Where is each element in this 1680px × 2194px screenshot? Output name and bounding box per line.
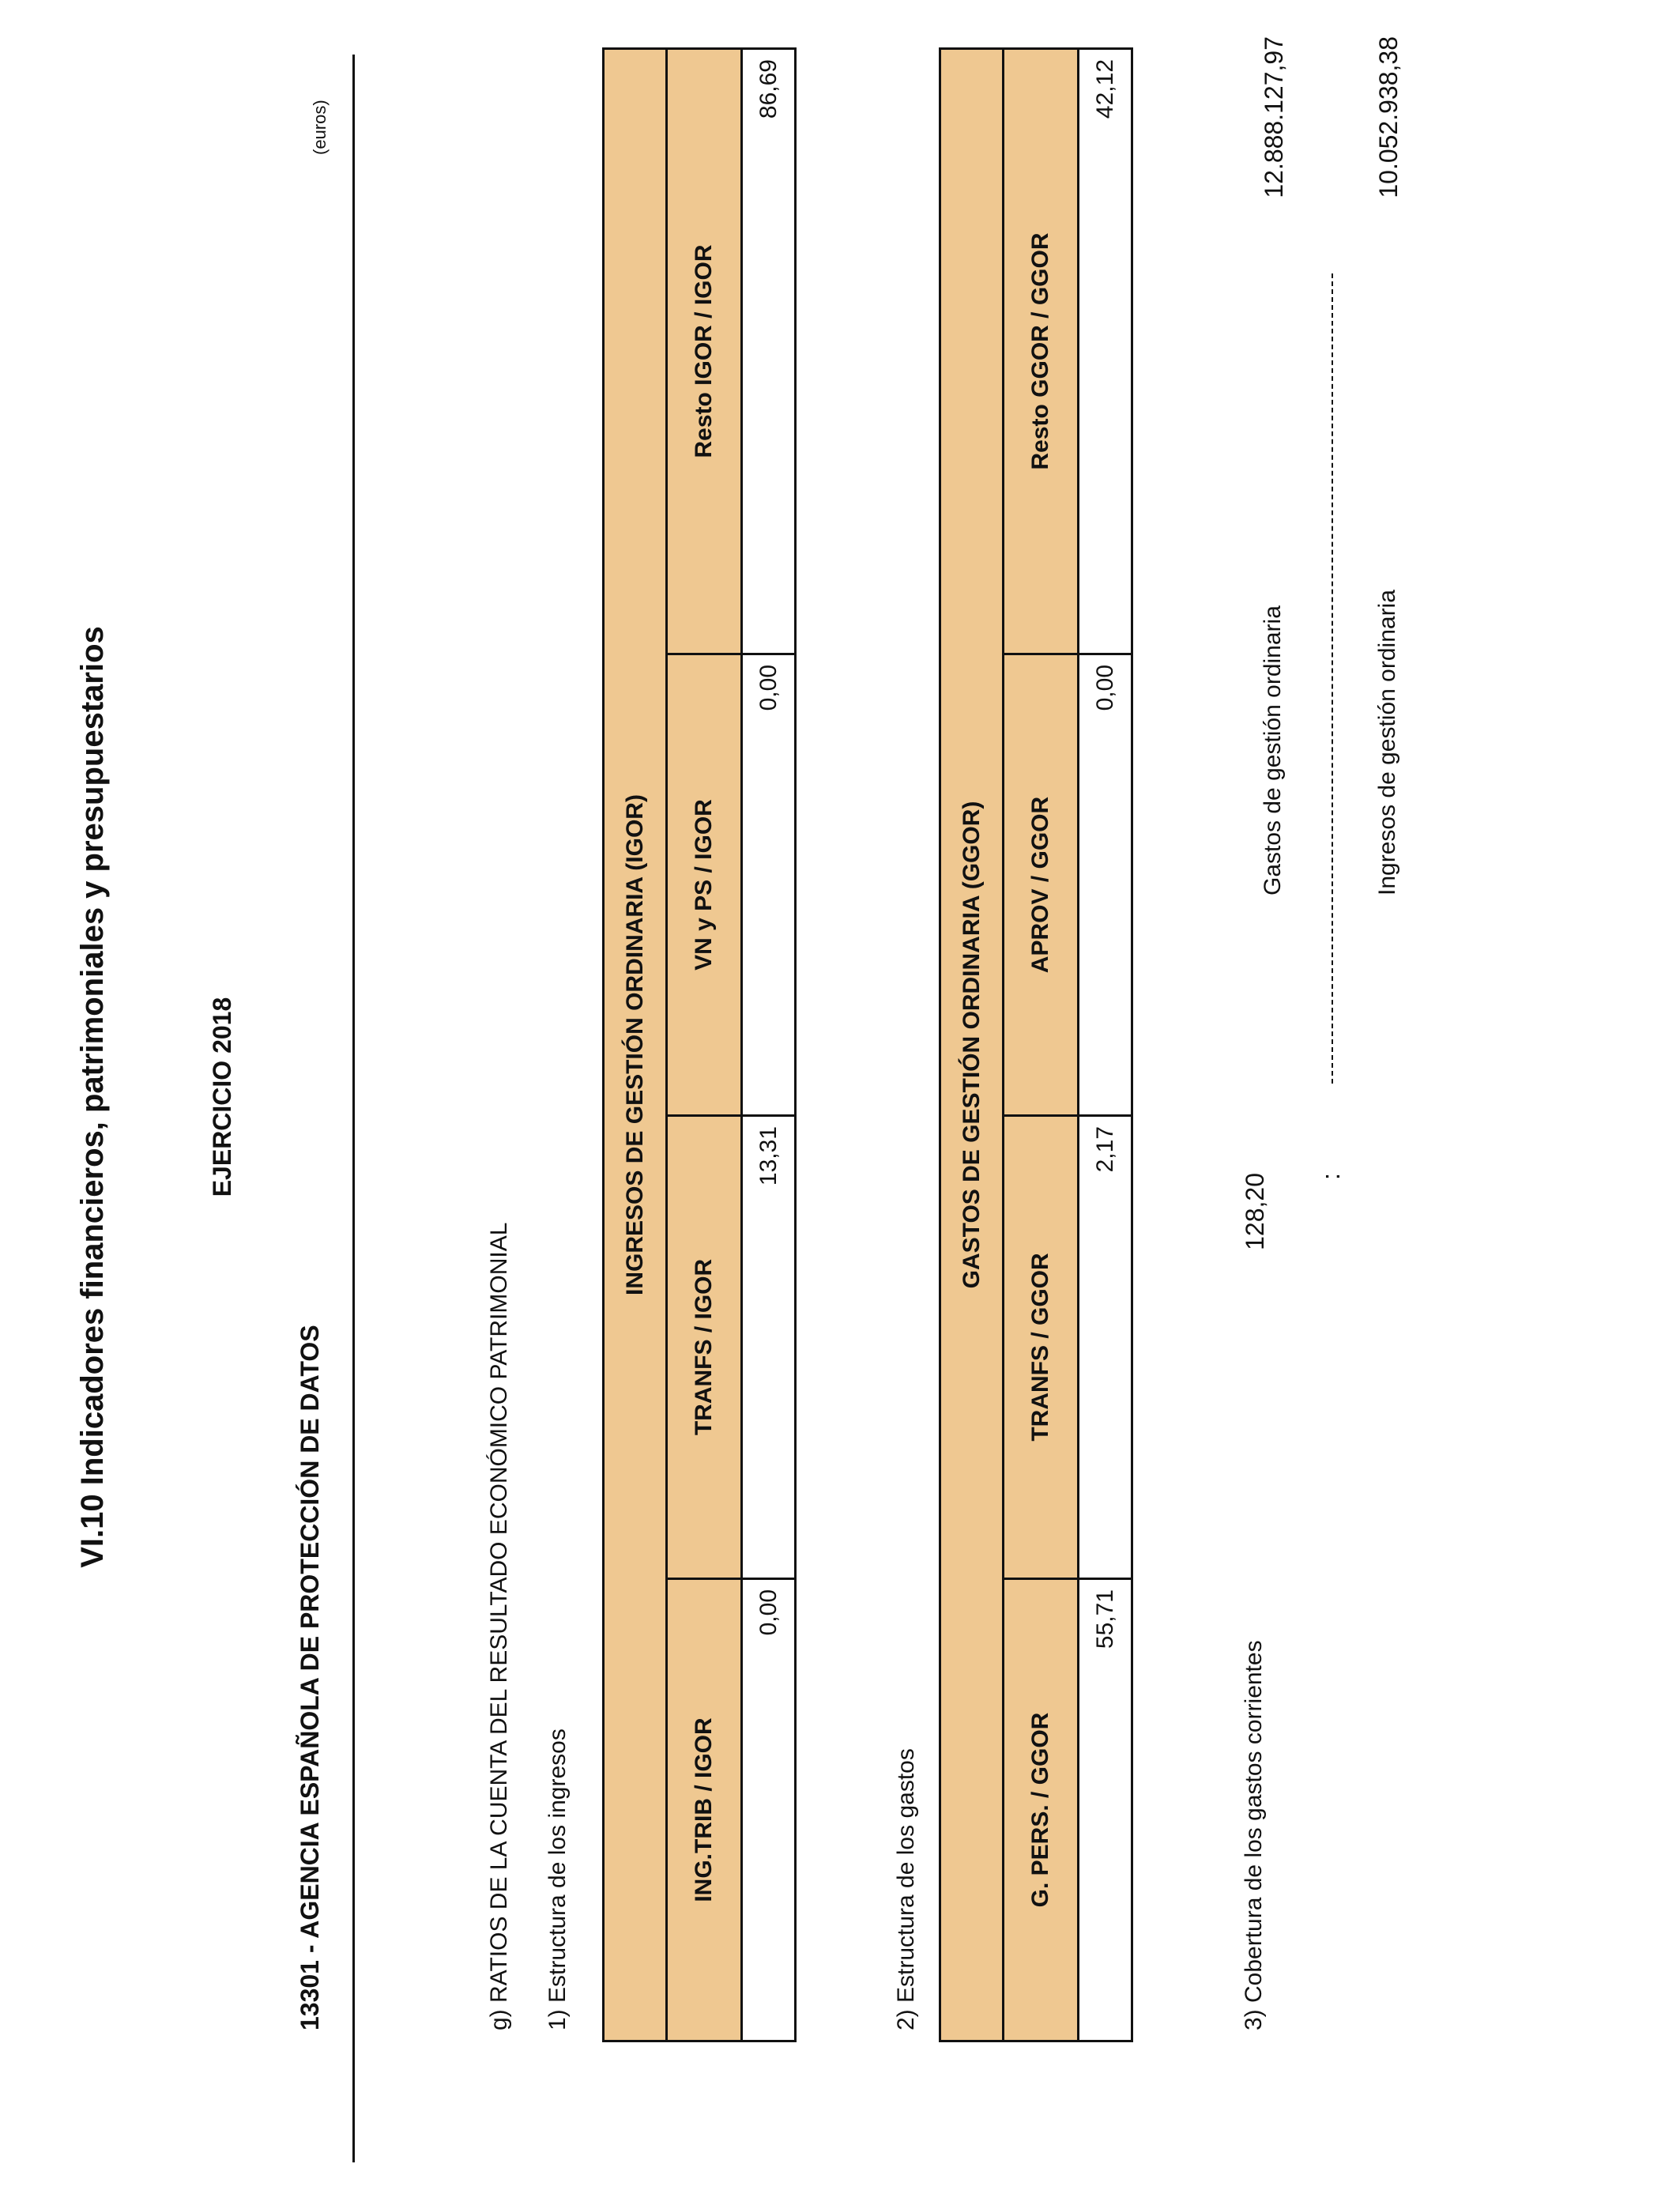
units-label: (euros) bbox=[310, 100, 330, 155]
ingresos-value-resto: 86,69 bbox=[742, 49, 796, 654]
cobertura-value: 128,20 bbox=[1241, 1173, 1269, 1250]
cobertura-label: 3) Cobertura de los gastos corrientes bbox=[1241, 1640, 1267, 2030]
ingresos-label: 1) Estructura de los ingresos bbox=[544, 1728, 571, 2030]
gastos-col-g-pers: G. PERS. / GGOR bbox=[1004, 1579, 1079, 2041]
gastos-col-tranfs: TRANFS / GGOR bbox=[1004, 1116, 1079, 1579]
ingresos-gestion-label: Ingresos de gestión ordinaria bbox=[1374, 590, 1400, 895]
ingresos-col-ing-trib: ING.TRIB / IGOR bbox=[667, 1579, 742, 2041]
gastos-gestion-label: Gastos de gestión ordinaria bbox=[1260, 605, 1286, 895]
cobertura-separator: : bbox=[1317, 1173, 1345, 1180]
ingresos-gestion-value: 10.052.938,38 bbox=[1374, 36, 1403, 198]
gastos-col-resto: Resto GGOR / GGOR bbox=[1004, 48, 1079, 654]
header-rule bbox=[352, 55, 355, 2162]
gastos-value-resto: 42,12 bbox=[1079, 48, 1132, 654]
ingresos-col-resto: Resto IGOR / IGOR bbox=[667, 49, 742, 654]
section-g-title: g) RATIOS DE LA CUENTA DEL RESULTADO ECONÓMICO PATRIMONIAL bbox=[486, 1222, 512, 2030]
gastos-value-g-pers: 55,71 bbox=[1079, 1579, 1132, 2041]
ingresos-col-tranfs: TRANFS / IGOR bbox=[667, 1116, 742, 1579]
gastos-col-aprov: APROV / GGOR bbox=[1004, 654, 1079, 1116]
ingresos-value-vn-ps: 0,00 bbox=[742, 654, 796, 1116]
gastos-table bbox=[939, 47, 1133, 2042]
gastos-gestion-value: 12.888.127,97 bbox=[1260, 36, 1288, 198]
ingresos-value-tranfs: 13,31 bbox=[742, 1116, 796, 1579]
ingresos-table-title: INGRESOS DE GESTIÓN ORDINARIA (IGOR) bbox=[604, 49, 667, 2041]
ingresos-table bbox=[602, 47, 797, 2042]
gastos-value-tranfs: 2,17 bbox=[1079, 1116, 1132, 1579]
ingresos-col-vn-ps: VN y PS / IGOR bbox=[667, 654, 742, 1116]
ejercicio-label: EJERCICIO 2018 bbox=[208, 997, 236, 1197]
ingresos-value-ing-trib: 0,00 bbox=[742, 1579, 796, 2041]
gastos-label: 2) Estructura de los gastos bbox=[893, 1748, 919, 2030]
fraction-line bbox=[1332, 273, 1333, 1084]
gastos-value-aprov: 0,00 bbox=[1079, 654, 1132, 1116]
page-title: VI.10 Indicadores financieros, patrimoniales y presupuestarios bbox=[75, 626, 110, 1568]
gastos-table-title: GASTOS DE GESTIÓN ORDINARIA (GGOR) bbox=[940, 48, 1004, 2041]
agency-name: 13301 - AGENCIA ESPAÑOLA DE PROTECCIÓN DE DATOS bbox=[296, 1325, 324, 2030]
